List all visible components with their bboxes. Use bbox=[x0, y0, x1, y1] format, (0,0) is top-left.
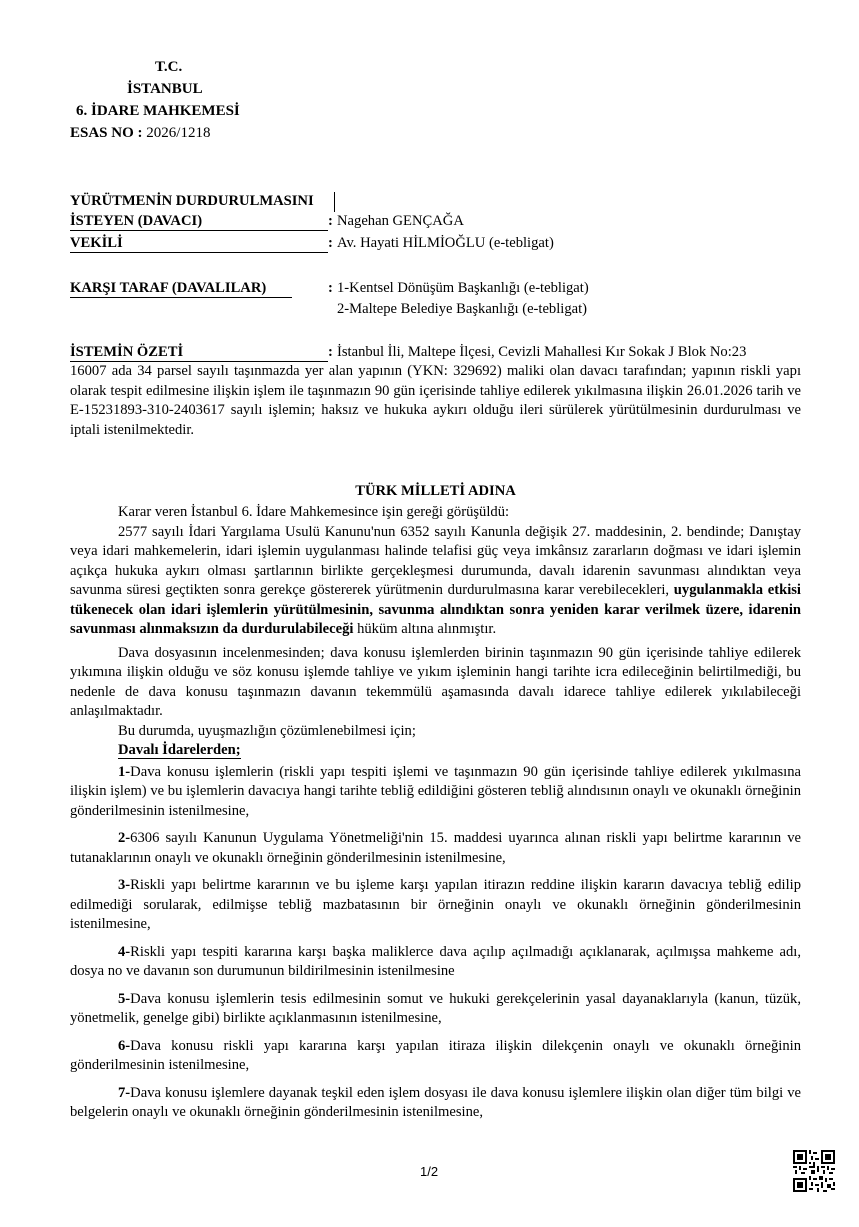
label-yd-line2: İSTEYEN (DAVACI) bbox=[70, 212, 328, 231]
item-text: Dava konusu riskli yapı kararına karşı yapılan itiraza ilişkin dilekçenin onaylı ve okunaklı örneğinin gönderilmesinin istenilmesine, bbox=[70, 1037, 801, 1073]
paragraph-4: Bu durumda, uyuşmazlığın çözümlenebilmesi için; bbox=[118, 722, 416, 739]
list-item bbox=[70, 943, 801, 982]
attorney-name: Av. Hayati HİLMİOĞLU (e-tebligat) bbox=[337, 235, 554, 251]
summary-paragraph: 16007 ada 34 parsel sayılı taşınmazda yer alan yapının (YKN: 329692) maliki olan davacı tarafından; yapının riskli yapı olarak tespit edilmesine ilişkin işlem ile taşınmazın 90 gün içerisinde tahliye edilerek yıkılmasına ilişkin 26.01.2026 tarih ve E-15231893-310-2403617 sayılı işlemin; haksız ve hukuka aykırı olduğu ileri sürülerek yürütülmesinin durdurulması ve iptali istenilmektedir. bbox=[70, 363, 801, 438]
case-number bbox=[70, 123, 210, 144]
case-number-value: 2026/1218 bbox=[146, 125, 211, 141]
item-text: Riskli yapı belirtme kararının ve bu işleme karşı yapılan itirazın reddine ilişkin kararın davacıya tebliğ edilip edilmediği sorularak, edilmişse tebliğ mazbatasının bir örneğinin onaylı ve okunaklı örneğinin gönderilmesinin istenilmesine, bbox=[70, 877, 801, 932]
item-text: Riskli yapı tespiti kararına karşı başka maliklerce dava açılıp açılmadığı açıklanarak, açılmışsa mahkeme adı, dosya no ve davanın son durumunun bildirilmesinin istenilmesine bbox=[70, 943, 801, 979]
list-item bbox=[70, 990, 801, 1029]
paragraph-2 bbox=[70, 523, 801, 640]
summary-text bbox=[70, 362, 801, 440]
label-divider bbox=[334, 192, 336, 212]
item-text: Dava konusu işlemlerin tesis edilmesinin somut ve hukuki gerekçelerinin yasal dayanaklarıyla (kanun, tüzük, yönetmelik, genelge gibi) birlikte açıklanmasının istenilmesine, bbox=[70, 990, 801, 1026]
list-item bbox=[70, 829, 801, 868]
colon: : bbox=[328, 344, 333, 360]
list-item bbox=[70, 1084, 801, 1123]
request-list bbox=[70, 763, 801, 1123]
sub-heading-wrap bbox=[70, 741, 801, 761]
qr-code-icon bbox=[793, 1150, 835, 1192]
header-city: İSTANBUL bbox=[127, 81, 203, 97]
item-number: 5- bbox=[118, 990, 131, 1007]
paragraph-2-end: hüküm altına alınmıştır. bbox=[353, 621, 497, 637]
paragraph-2-bold: uygulanmakla etkisi tükenecek olan idari işlemlerin yürütülmesinin, savunma alındıktan sonra yeniden karar verilmek üzere, idarenin savunması alınmaksızın da durdurulabileceği bbox=[70, 582, 801, 637]
label-yd-line1: YÜRÜTMENİN DURDURULMASINI bbox=[70, 193, 314, 209]
colon: : bbox=[328, 235, 333, 251]
list-item bbox=[70, 763, 801, 822]
item-text: Dava konusu işlemlere dayanak teşkil eden işlem dosyası ile dava konusu işlemlere ilişkin olan diğer tüm bilgi ve belgelerin onaylı ve okunaklı örneğinin gönderilmesinin istenilmesine, bbox=[70, 1084, 801, 1120]
plaintiff-name: Nagehan GENÇAĞA bbox=[337, 213, 464, 229]
item-text: 6306 sayılı Kanunun Uygulama Yönetmeliği'nin 15. maddesi uyarınca alınan riskli yapı belirtme kararının ve tutanaklarının onaylı ve okunaklı örneğinin gönderilmesinin istenilmesine, bbox=[70, 830, 801, 866]
body-text bbox=[70, 503, 801, 1131]
item-number: 7- bbox=[118, 1084, 131, 1101]
paragraph-3: Dava dosyasının incelenmesinden; dava konusu işlemlerden birinin taşınmazın 90 gün içerisinde tahliye edilerek yıkımına ilişkin olduğu ve söz konusu işlemde tahliye ve yıkım işleminin hangi tarihte icra edileceğinin belirtilmediği, bu nedenle de dava konusu taşınmazın davanın tekemmülü aşamasında davalı idarece tahliye edilerek yıkılabileceği anlaşılmaktadır. bbox=[70, 644, 801, 719]
body-title: TÜRK MİLLETİ ADINA bbox=[355, 483, 516, 499]
page-number: 1/2 bbox=[420, 1164, 439, 1179]
list-item bbox=[70, 876, 801, 935]
sub-heading: Davalı İdarelerden; bbox=[118, 742, 241, 758]
colon: : bbox=[328, 280, 333, 296]
case-number-label: ESAS NO : bbox=[70, 125, 143, 141]
item-number: 2- bbox=[118, 830, 131, 846]
paragraph-1: Karar veren İstanbul 6. İdare Mahkemesince işin gereği görüşüldü: bbox=[118, 504, 510, 520]
item-text: Dava konusu işlemlerin (riskli yapı tespiti işlemi ve taşınmazın 90 gün içerisinde tahliye edilerek yıkılmasına ilişkin işlem) ve bu işlemlerin davacıya hangi tarihte tebliğ edildiğini gösteren tebliğ alındısının onaylı ve okunaklı örneğinin gönderilmesinin istenilmesine, bbox=[70, 763, 801, 819]
colon: : bbox=[328, 213, 333, 229]
item-number: 1- bbox=[118, 763, 131, 780]
defendant-2: 2-Maltepe Belediye Başkanlığı (e-tebligat) bbox=[337, 301, 588, 317]
paragraph-2-start: 2577 sayılı İdari Yargılama Usulü Kanunu'nun 6352 sayılı Kanunla değişik 27. maddesinin, 2. bendinde; Danıştay veya idari mahkemelerin, idari işlemin uygulanması halinde telafisi güç veya imkânsız zararların doğması ve idari işlemin açıkça hukuka aykırı olması şartlarının birlikte gerçekleşmesi durumunda, davalı idarenin savunması alındıktan veya savunma süresi geçtikten sonra gerekçe göstererek yürütmenin durdurulmasına karar verebilecekleri, bbox=[70, 523, 801, 598]
item-number: 4- bbox=[118, 943, 131, 960]
item-number: 3- bbox=[118, 877, 131, 893]
label-summary: İSTEMİN ÖZETİ bbox=[70, 343, 328, 362]
header-court: 6. İDARE MAHKEMESİ bbox=[76, 103, 240, 119]
label-attorney: VEKİLİ bbox=[70, 234, 328, 253]
item-number: 6- bbox=[118, 1037, 131, 1054]
header-tc: T.C. bbox=[155, 59, 183, 75]
defendant-1: 1-Kentsel Dönüşüm Başkanlığı (e-tebligat) bbox=[337, 280, 589, 296]
label-defendants: KARŞI TARAF (DAVALILAR) bbox=[70, 279, 292, 298]
summary-first-line: İstanbul İli, Maltepe İlçesi, Cevizli Mahallesi Kır Sokak J Blok No:23 bbox=[337, 344, 747, 360]
list-item bbox=[70, 1037, 801, 1076]
